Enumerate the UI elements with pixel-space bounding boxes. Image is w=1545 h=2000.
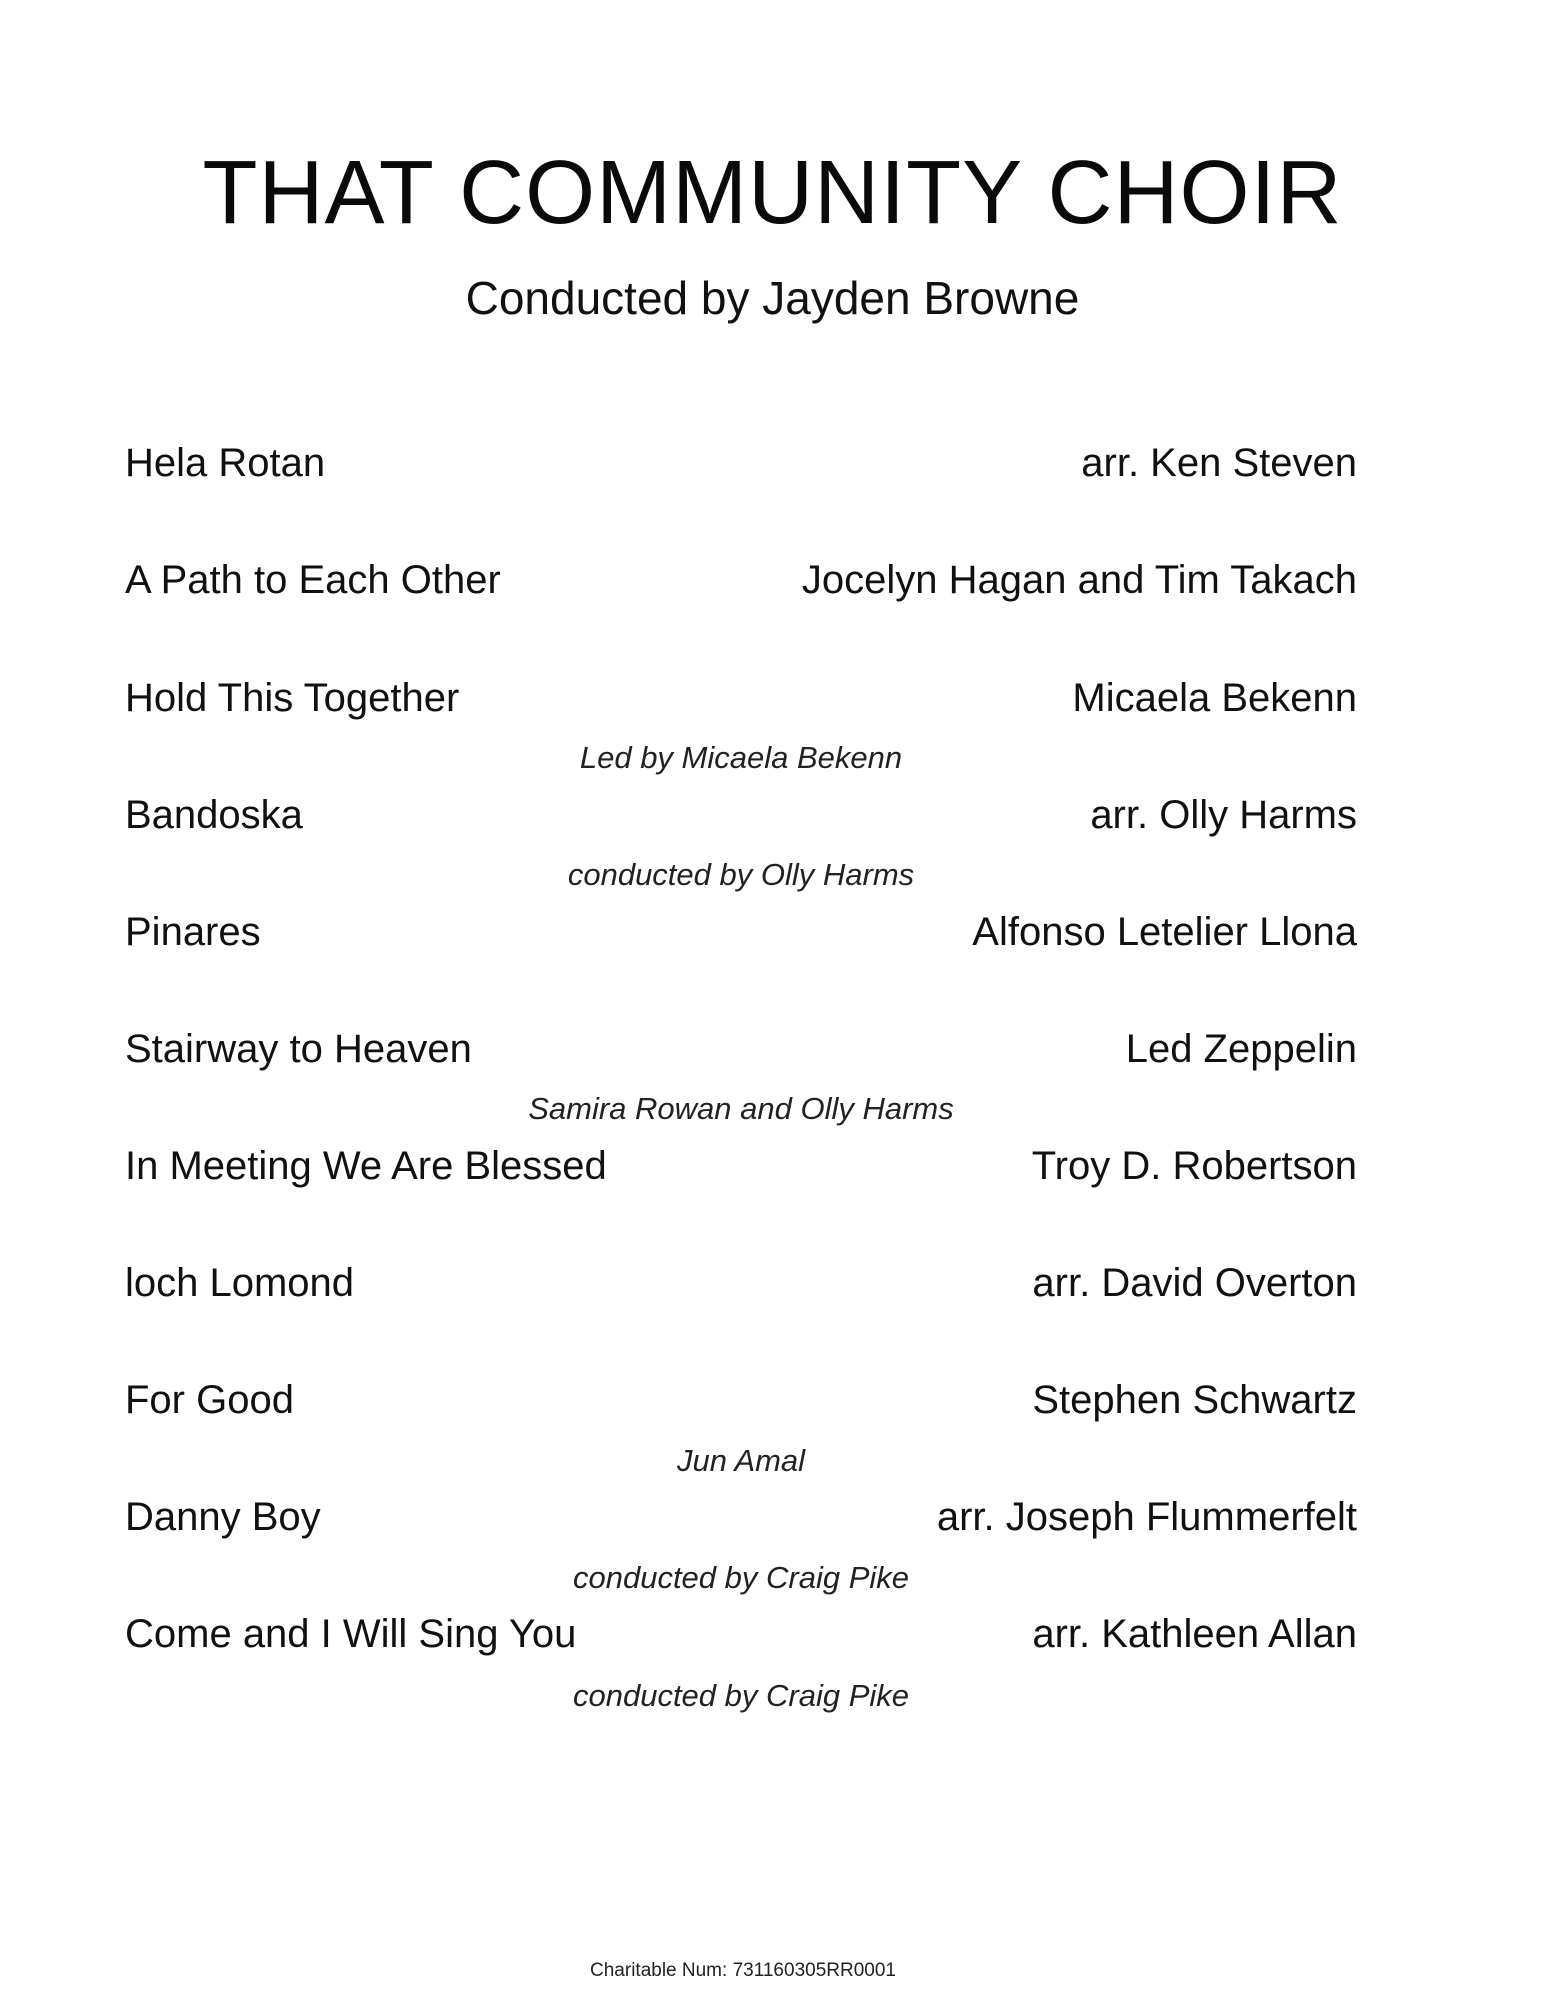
page-title: THAT COMMUNITY CHOIR (202, 143, 1343, 243)
program-item (125, 670, 1357, 726)
program-item (125, 435, 1357, 491)
piece-title: Stairway to Heaven (125, 1027, 472, 1071)
program-item (125, 552, 1357, 608)
piece-title: Bandoska (125, 793, 303, 837)
piece-composer: Stephen Schwartz (1032, 1378, 1357, 1422)
program-item (125, 904, 1357, 960)
piece-title: loch Lomond (125, 1261, 355, 1305)
piece-composer: arr. Kathleen Allan (1032, 1612, 1357, 1656)
program-item (125, 787, 1357, 843)
piece-note: conducted by Olly Harms (567, 857, 915, 892)
piece-note: Led by Micaela Bekenn (579, 740, 903, 775)
piece-composer: Alfonso Letelier Llona (972, 910, 1357, 954)
program-item (125, 1606, 1357, 1662)
piece-composer: Troy D. Robertson (1031, 1144, 1357, 1188)
program-item (125, 1489, 1357, 1545)
piece-composer: arr. David Overton (1032, 1261, 1357, 1305)
piece-composer: arr. Ken Steven (1081, 441, 1357, 485)
conductor-subtitle: Conducted by Jayden Browne (465, 272, 1080, 324)
piece-note: conducted by Craig Pike (572, 1678, 910, 1713)
piece-note: Jun Amal (676, 1443, 806, 1478)
piece-title: Danny Boy (125, 1495, 321, 1539)
piece-note: Samira Rowan and Olly Harms (528, 1091, 954, 1126)
piece-note: conducted by Craig Pike (572, 1560, 910, 1595)
piece-composer: arr. Olly Harms (1090, 793, 1357, 837)
piece-composer: arr. Joseph Flummerfelt (936, 1495, 1357, 1539)
piece-title: In Meeting We Are Blessed (125, 1144, 607, 1188)
piece-title: Hold This Together (125, 676, 460, 720)
piece-composer: Micaela Bekenn (1072, 676, 1357, 720)
charitable-number: Charitable Num: 731160305RR0001 (590, 1960, 896, 1981)
program-item (125, 1372, 1357, 1428)
program-item (125, 1021, 1357, 1077)
piece-title: Come and I Will Sing You (125, 1612, 577, 1656)
program-item (125, 1138, 1357, 1194)
piece-title: For Good (125, 1378, 294, 1422)
piece-title: Pinares (125, 910, 261, 954)
piece-title: A Path to Each Other (125, 558, 501, 602)
piece-composer: Led Zeppelin (1125, 1027, 1357, 1071)
piece-composer: Jocelyn Hagan and Tim Takach (801, 558, 1357, 602)
program-item (125, 1255, 1357, 1311)
piece-title: Hela Rotan (125, 441, 326, 485)
